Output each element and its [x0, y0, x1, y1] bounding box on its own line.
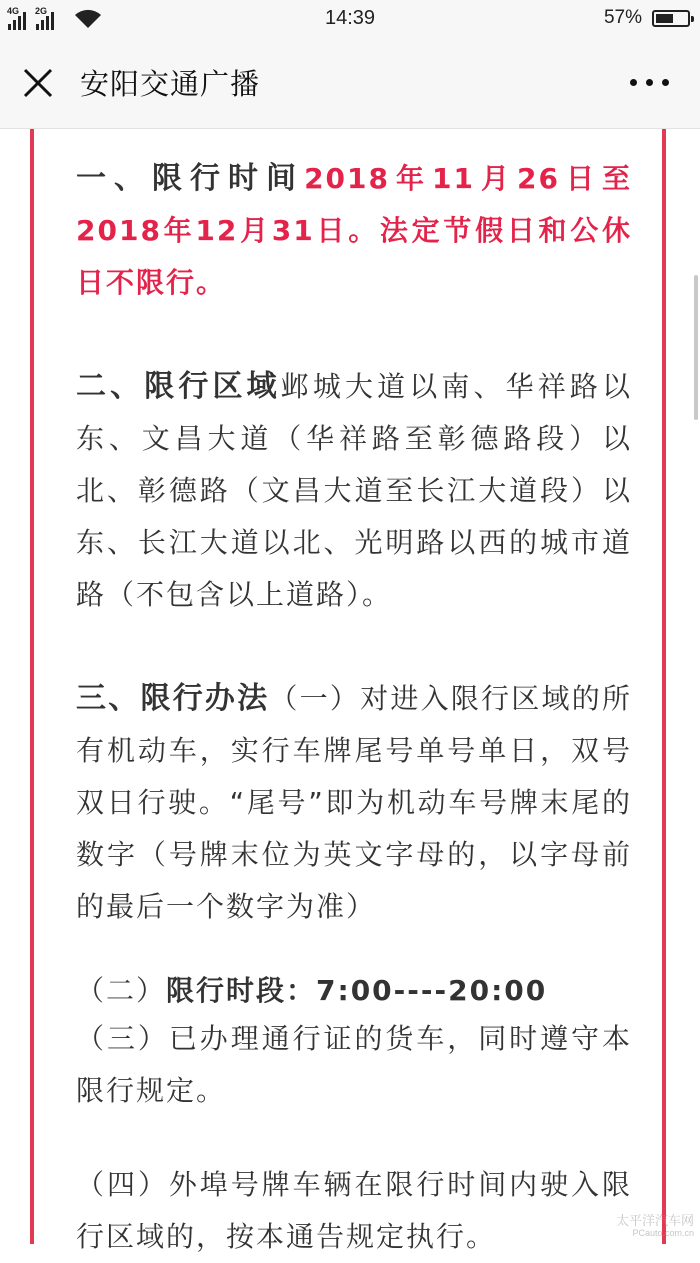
paragraph-method: [76, 673, 632, 933]
network-type-label: 4G: [7, 6, 20, 16]
paragraph-text: （四）外埠号牌车辆在限行时间内驶入限行区域的，按本通告规定执行。: [76, 1168, 632, 1253]
paragraph-permit: [76, 1013, 632, 1117]
watermark: [616, 1214, 694, 1240]
highlight-text: 2018年11月26日至2018年12月31日。法定节假日和公休日不限行。: [76, 162, 632, 299]
status-bar: [0, 0, 700, 38]
watermark-line: PCauto.com.cn: [632, 1228, 694, 1238]
section-heading: 二、限行区域: [76, 369, 281, 404]
paragraph-text: （一）对进入限行区域的所有机动车，实行车牌尾号单号单日，双号双日行驶。“尾号”即为机动车号牌末尾的数字（号牌末位为英文字母的，以字母前的最后一个数字为准）: [76, 682, 632, 923]
network-type-label: 2G: [35, 6, 48, 16]
close-icon: [18, 63, 58, 103]
paragraph-area: [76, 361, 632, 621]
section-heading: 一、限行时间: [76, 161, 305, 196]
paragraph-text: 邺城大道以南、华祥路以东、文昌大道（华祥路至彰德路段）以北、彰德路（文昌大道至长江大道段）以东、长江大道以北、光明路以西的城市道路（不包含以上道路）。: [76, 370, 632, 611]
paragraph-text: （三）已办理通行证的货车，同时遵守本限行规定。: [76, 1022, 632, 1107]
more-dots-icon: [630, 79, 637, 86]
paragraph-nonlocal: [76, 1159, 632, 1263]
battery-icon: [652, 10, 690, 27]
section-heading: 三、限行办法: [76, 681, 270, 716]
battery-percent: 57%: [603, 7, 642, 28]
clock: 14:39: [324, 7, 376, 29]
nav-bar: [0, 38, 700, 129]
watermark-line: 太平洋汽车网: [615, 1213, 694, 1228]
item-prefix: （二）: [76, 974, 167, 1007]
paragraph-time: [76, 153, 632, 309]
more-options-button[interactable]: [630, 72, 670, 92]
page-title: 安阳交通广播: [80, 67, 261, 101]
close-button[interactable]: [18, 63, 58, 103]
scrollbar[interactable]: [694, 275, 698, 420]
bold-text: 限行时段：7:00----20:00: [166, 974, 548, 1007]
article-body: [30, 129, 666, 1253]
paragraph-hours: [76, 965, 632, 1017]
